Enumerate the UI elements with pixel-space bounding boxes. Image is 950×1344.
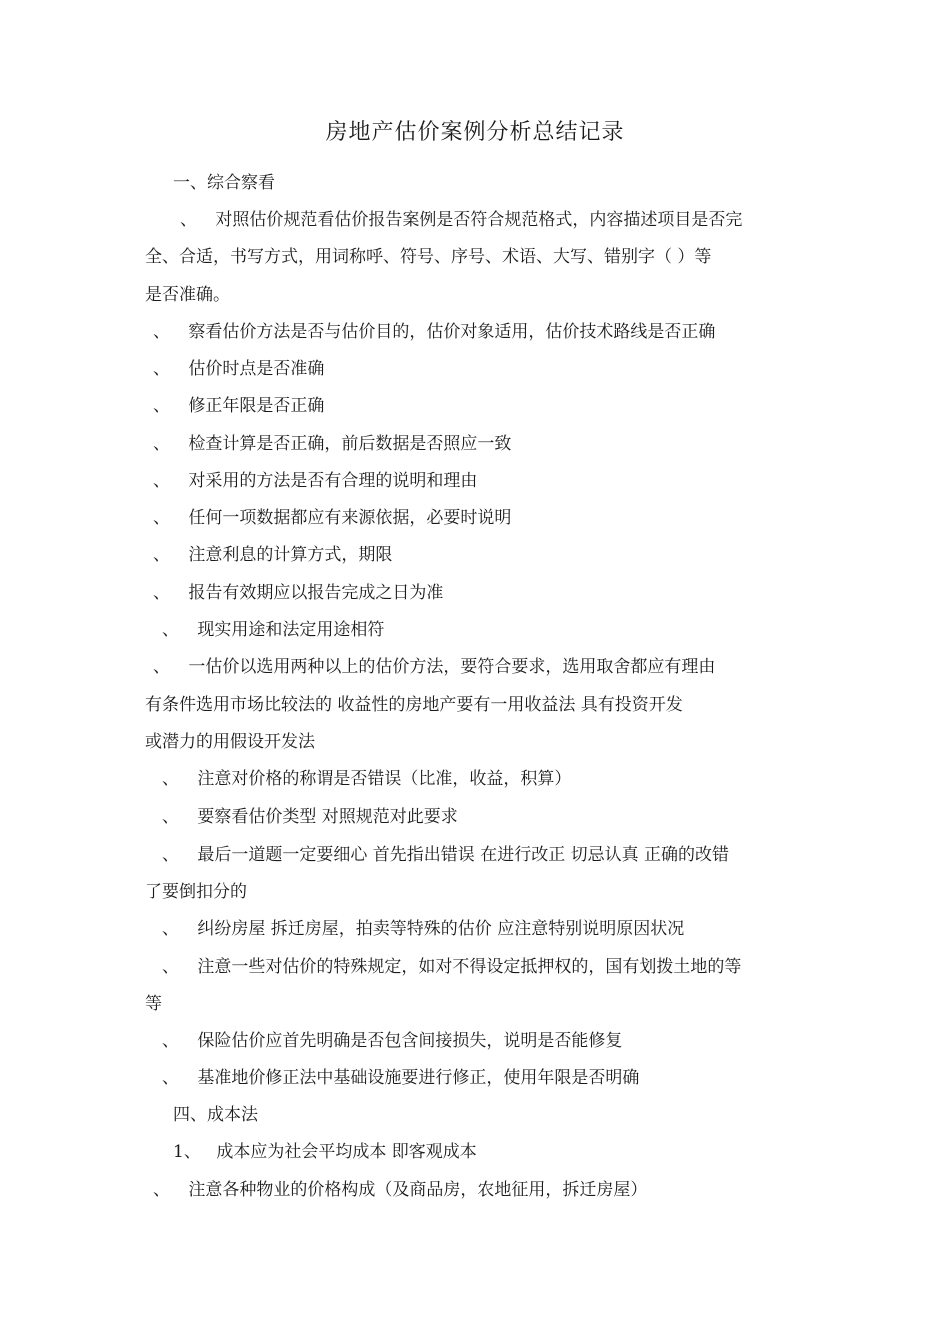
line-text: 要察看估价类型 对照规范对此要求 xyxy=(197,807,458,827)
list-marker: 、 xyxy=(162,845,179,865)
list-item xyxy=(162,843,729,867)
list-marker: 、 xyxy=(153,434,170,454)
line-text: 一估价以选用两种以上的估价方法，要符合要求，选用取舍都应有理由 xyxy=(188,657,716,677)
list-item xyxy=(153,394,324,418)
list-marker: 、 xyxy=(153,657,170,677)
list-marker: 、 xyxy=(162,919,179,939)
line-text: 是否准确。 xyxy=(145,285,230,305)
list-marker: 、 xyxy=(153,396,170,416)
list-item xyxy=(153,581,443,605)
line-text: 察看估价方法是否与估价目的，估价对象适用，估价技术路线是否正确 xyxy=(188,322,716,342)
line-text: 有条件选用市场比较法的 收益性的房地产要有一用收益法 具有投资开发 xyxy=(145,695,683,715)
list-item xyxy=(153,655,715,679)
list-marker: 、 xyxy=(162,1068,179,1088)
list-item-continuation xyxy=(145,245,711,269)
line-text: 估价时点是否准确 xyxy=(188,359,325,379)
list-marker: 、 xyxy=(162,620,179,640)
list-item xyxy=(153,469,477,493)
list-item xyxy=(162,917,684,941)
section-heading xyxy=(173,171,275,195)
list-item xyxy=(153,506,511,530)
line-text: 注意一些对估价的特殊规定，如对不得设定抵押权的，国有划拨土地的等 xyxy=(197,957,742,977)
line-text: 一、综合察看 xyxy=(173,173,275,193)
list-item xyxy=(162,767,571,791)
list-marker: 、 xyxy=(153,359,170,379)
line-text: 等 xyxy=(145,994,162,1014)
list-marker: 、 xyxy=(162,769,179,789)
list-item-continuation xyxy=(145,283,230,307)
line-text: 报告有效期应以报告完成之日为准 xyxy=(188,583,444,603)
line-text: 现实用途和法定用途相符 xyxy=(197,620,385,640)
list-item xyxy=(153,432,511,456)
line-text: 注意各种物业的价格构成（及商品房，农地征用，拆迁房屋） xyxy=(188,1180,648,1200)
line-text: 纠纷房屋 拆迁房屋，拍卖等特殊的估价 应注意特别说明原因状况 xyxy=(197,919,685,939)
list-marker: 、 xyxy=(153,1180,170,1200)
list-item-continuation xyxy=(145,730,315,754)
line-text: 注意对价格的称谓是否错误（比准，收益，积算） xyxy=(197,769,572,789)
line-text: 任何一项数据都应有来源依据，必要时说明 xyxy=(188,508,512,528)
line-text: 检查计算是否正确，前后数据是否照应一致 xyxy=(188,434,512,454)
line-text: 全、合适，书写方式，用词称呼、符号、序号、术语、大写、错别字（ ）等 xyxy=(145,247,712,267)
line-text: 注意利息的计算方式，期限 xyxy=(188,545,393,565)
list-item-continuation xyxy=(145,992,162,1016)
list-marker: 、 xyxy=(162,1031,179,1051)
list-marker: 、 xyxy=(153,583,170,603)
list-item xyxy=(153,543,392,567)
line-text: 最后一道题一定要细心 首先指出错误 在进行改正 切忌认真 正确的改错 xyxy=(197,845,730,865)
line-text: 基准地价修正法中基础设施要进行修正，使用年限是否明确 xyxy=(197,1068,640,1088)
list-marker: 、 xyxy=(153,508,170,528)
list-marker: 、 xyxy=(153,471,170,491)
line-text: 对照估价规范看估价报告案例是否符合规范格式，内容描述项目是否完 xyxy=(215,210,743,230)
line-text: 了要倒扣分的 xyxy=(145,882,247,902)
list-marker: 、 xyxy=(180,210,197,230)
list-item-continuation xyxy=(145,880,247,904)
list-marker: 、 xyxy=(162,957,179,977)
list-item xyxy=(162,1066,639,1090)
list-item xyxy=(162,1029,622,1053)
list-item xyxy=(162,955,741,979)
list-marker: 、 xyxy=(153,545,170,565)
line-text: 四、成本法 xyxy=(173,1105,258,1125)
list-item xyxy=(153,320,715,344)
list-marker: 1、 xyxy=(173,1142,201,1162)
list-marker: 、 xyxy=(153,322,170,342)
section-heading xyxy=(173,1103,258,1127)
list-marker: 、 xyxy=(162,807,179,827)
line-text: 修正年限是否正确 xyxy=(188,396,325,416)
line-text: 成本应为社会平均成本 即客观成本 xyxy=(216,1142,477,1162)
list-item-continuation xyxy=(145,693,683,717)
list-item xyxy=(153,357,324,381)
line-text: 对采用的方法是否有合理的说明和理由 xyxy=(188,471,478,491)
line-text: 或潜力的用假设开发法 xyxy=(145,732,315,752)
list-item xyxy=(180,208,742,232)
list-item xyxy=(162,805,458,829)
list-item xyxy=(173,1140,477,1164)
list-item xyxy=(162,618,384,642)
list-item xyxy=(153,1178,647,1202)
line-text: 保险估价应首先明确是否包含间接损失，说明是否能修复 xyxy=(197,1031,623,1051)
document-title: 房地产估价案例分析总结记录 xyxy=(325,120,625,145)
